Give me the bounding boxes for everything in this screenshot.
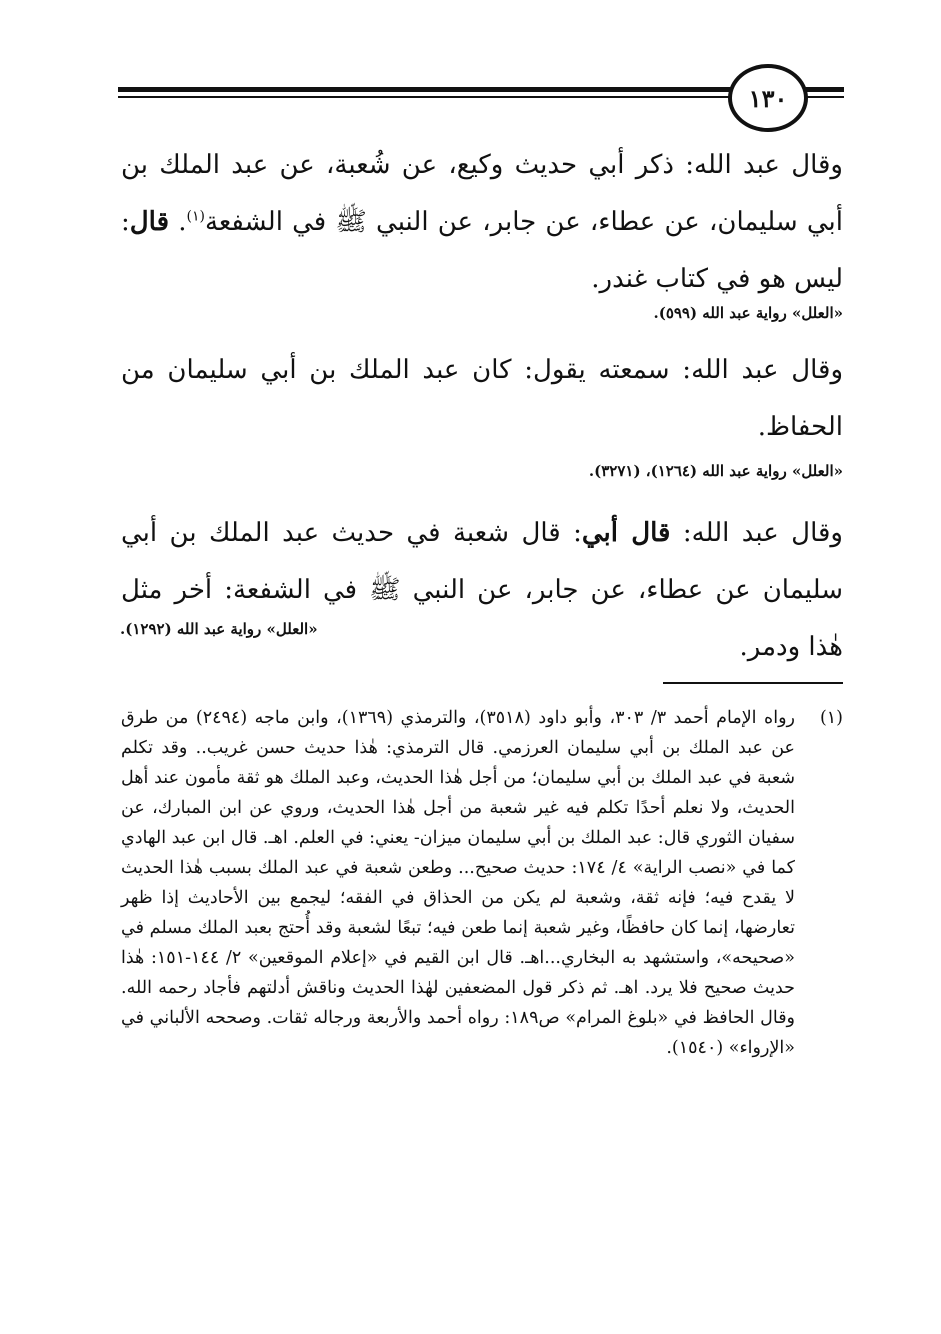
entry-1 bbox=[121, 137, 843, 308]
footnote-ref[interactable]: (١) bbox=[186, 208, 205, 225]
entry-1-text-a: وقال عبد الله: ذكر أبي حديث وكيع، عن شُعبة، عن عبد الملك بن أبي سليمان، عن عطاء، عن جابر، عن النبي ﷺ في الشفعة bbox=[121, 150, 843, 237]
entry-2-text: وقال عبد الله: سمعته يقول: كان عبد الملك بن أبي سليمان من الحفاظ. bbox=[121, 355, 843, 442]
entry-3-bold-label: قال أبي bbox=[581, 518, 671, 548]
entry-1-source: «العلل» رواية عبد الله (٥٩٩). bbox=[653, 304, 843, 322]
entry-1-text bbox=[121, 137, 843, 308]
footnote-number: (١) bbox=[819, 708, 843, 728]
page-header bbox=[118, 58, 844, 130]
footnote bbox=[121, 703, 843, 1063]
footnote-text: رواه الإمام أحمد ٣/ ٣٠٣، وأبو داود (٣٥١٨)، والترمذي (١٣٦٩)، وابن ماجه (٢٤٩٤) من طرق عن عبد الملك بن أبي سليمان العرزمي. قال الترمذي: هٰذا حديث حسن غريب.. وقد تكلم شعبة في عبد الملك بن أبي سليمان؛ من أجل هٰذا الحديث، وعبد الملك هو ثقة مأمون عند أهل الحديث، ولا نعلم أحدًا تكلم فيه غير شعبة من أجل هٰذا الحديث، وروي عن ابن المبارك، عن سفيان الثوري قال: عبد الملك بن أبي سليمان ميزان- يعني: في العلم. اهـ. قال ابن عبد الهادي كما في «نصب الراية» ٤/ ١٧٤: حديث صحيح... وطعن شعبة في عبد الملك بسبب هٰذا الحديث لا يقدح فيه؛ فإنه ثقة، وشعبة لم يكن من الحذاق في الفقه؛ ليجمع بين الأحاديث إذا ظهر تعارضها، إنما كان حافظًا، وغير شعبة إنما طعن فيه؛ تبعًا لشعبة وقد أُحتج بعبد الملك مسلم في «صحيحه»، واستشهد به البخاري...اهـ. قال ابن القيم في «إعلام الموقعين» ٢/ ١٤٤-١٥١: هٰذا حديث صحيح فلا يرد. اهـ. ثم ذكر قول المضعفين لهٰذا الحديث وناقش أدلتهم فأجاد رحمه الله. وقال الحافظ في «بلوغ المرام» ص١٨٩: رواه أحمد والأربعة ورجاله ثقات. وصححه الألباني في «الإرواء» (١٥٤٠). bbox=[121, 708, 796, 1058]
entry-3-text-a: وقال عبد الله: bbox=[682, 518, 843, 548]
entry-1-bold-label: قال bbox=[129, 207, 170, 237]
entry-3-text-b: : قال شعبة في حديث عبد الملك بن أبي سليمان عن عطاء، عن جابر، عن النبي ﷺ في الشفعة: أخر مثل هٰذا ودمر. bbox=[121, 518, 843, 662]
page-number: ١٣٠ bbox=[728, 64, 808, 132]
entry-1-text-b: . bbox=[178, 207, 187, 237]
entry-1-text-c: : ليس هو في كتاب غندر. bbox=[121, 207, 843, 294]
footnote-separator bbox=[663, 682, 843, 684]
entry-2-source: «العلل» رواية عبد الله (١٢٦٤)، (٣٢٧١). bbox=[588, 462, 843, 480]
entry-3-source: «العلل» رواية عبد الله (١٢٩٢). bbox=[120, 620, 318, 638]
entry-2 bbox=[121, 342, 843, 456]
entry-3-text bbox=[121, 505, 843, 676]
entry-3 bbox=[121, 505, 843, 676]
